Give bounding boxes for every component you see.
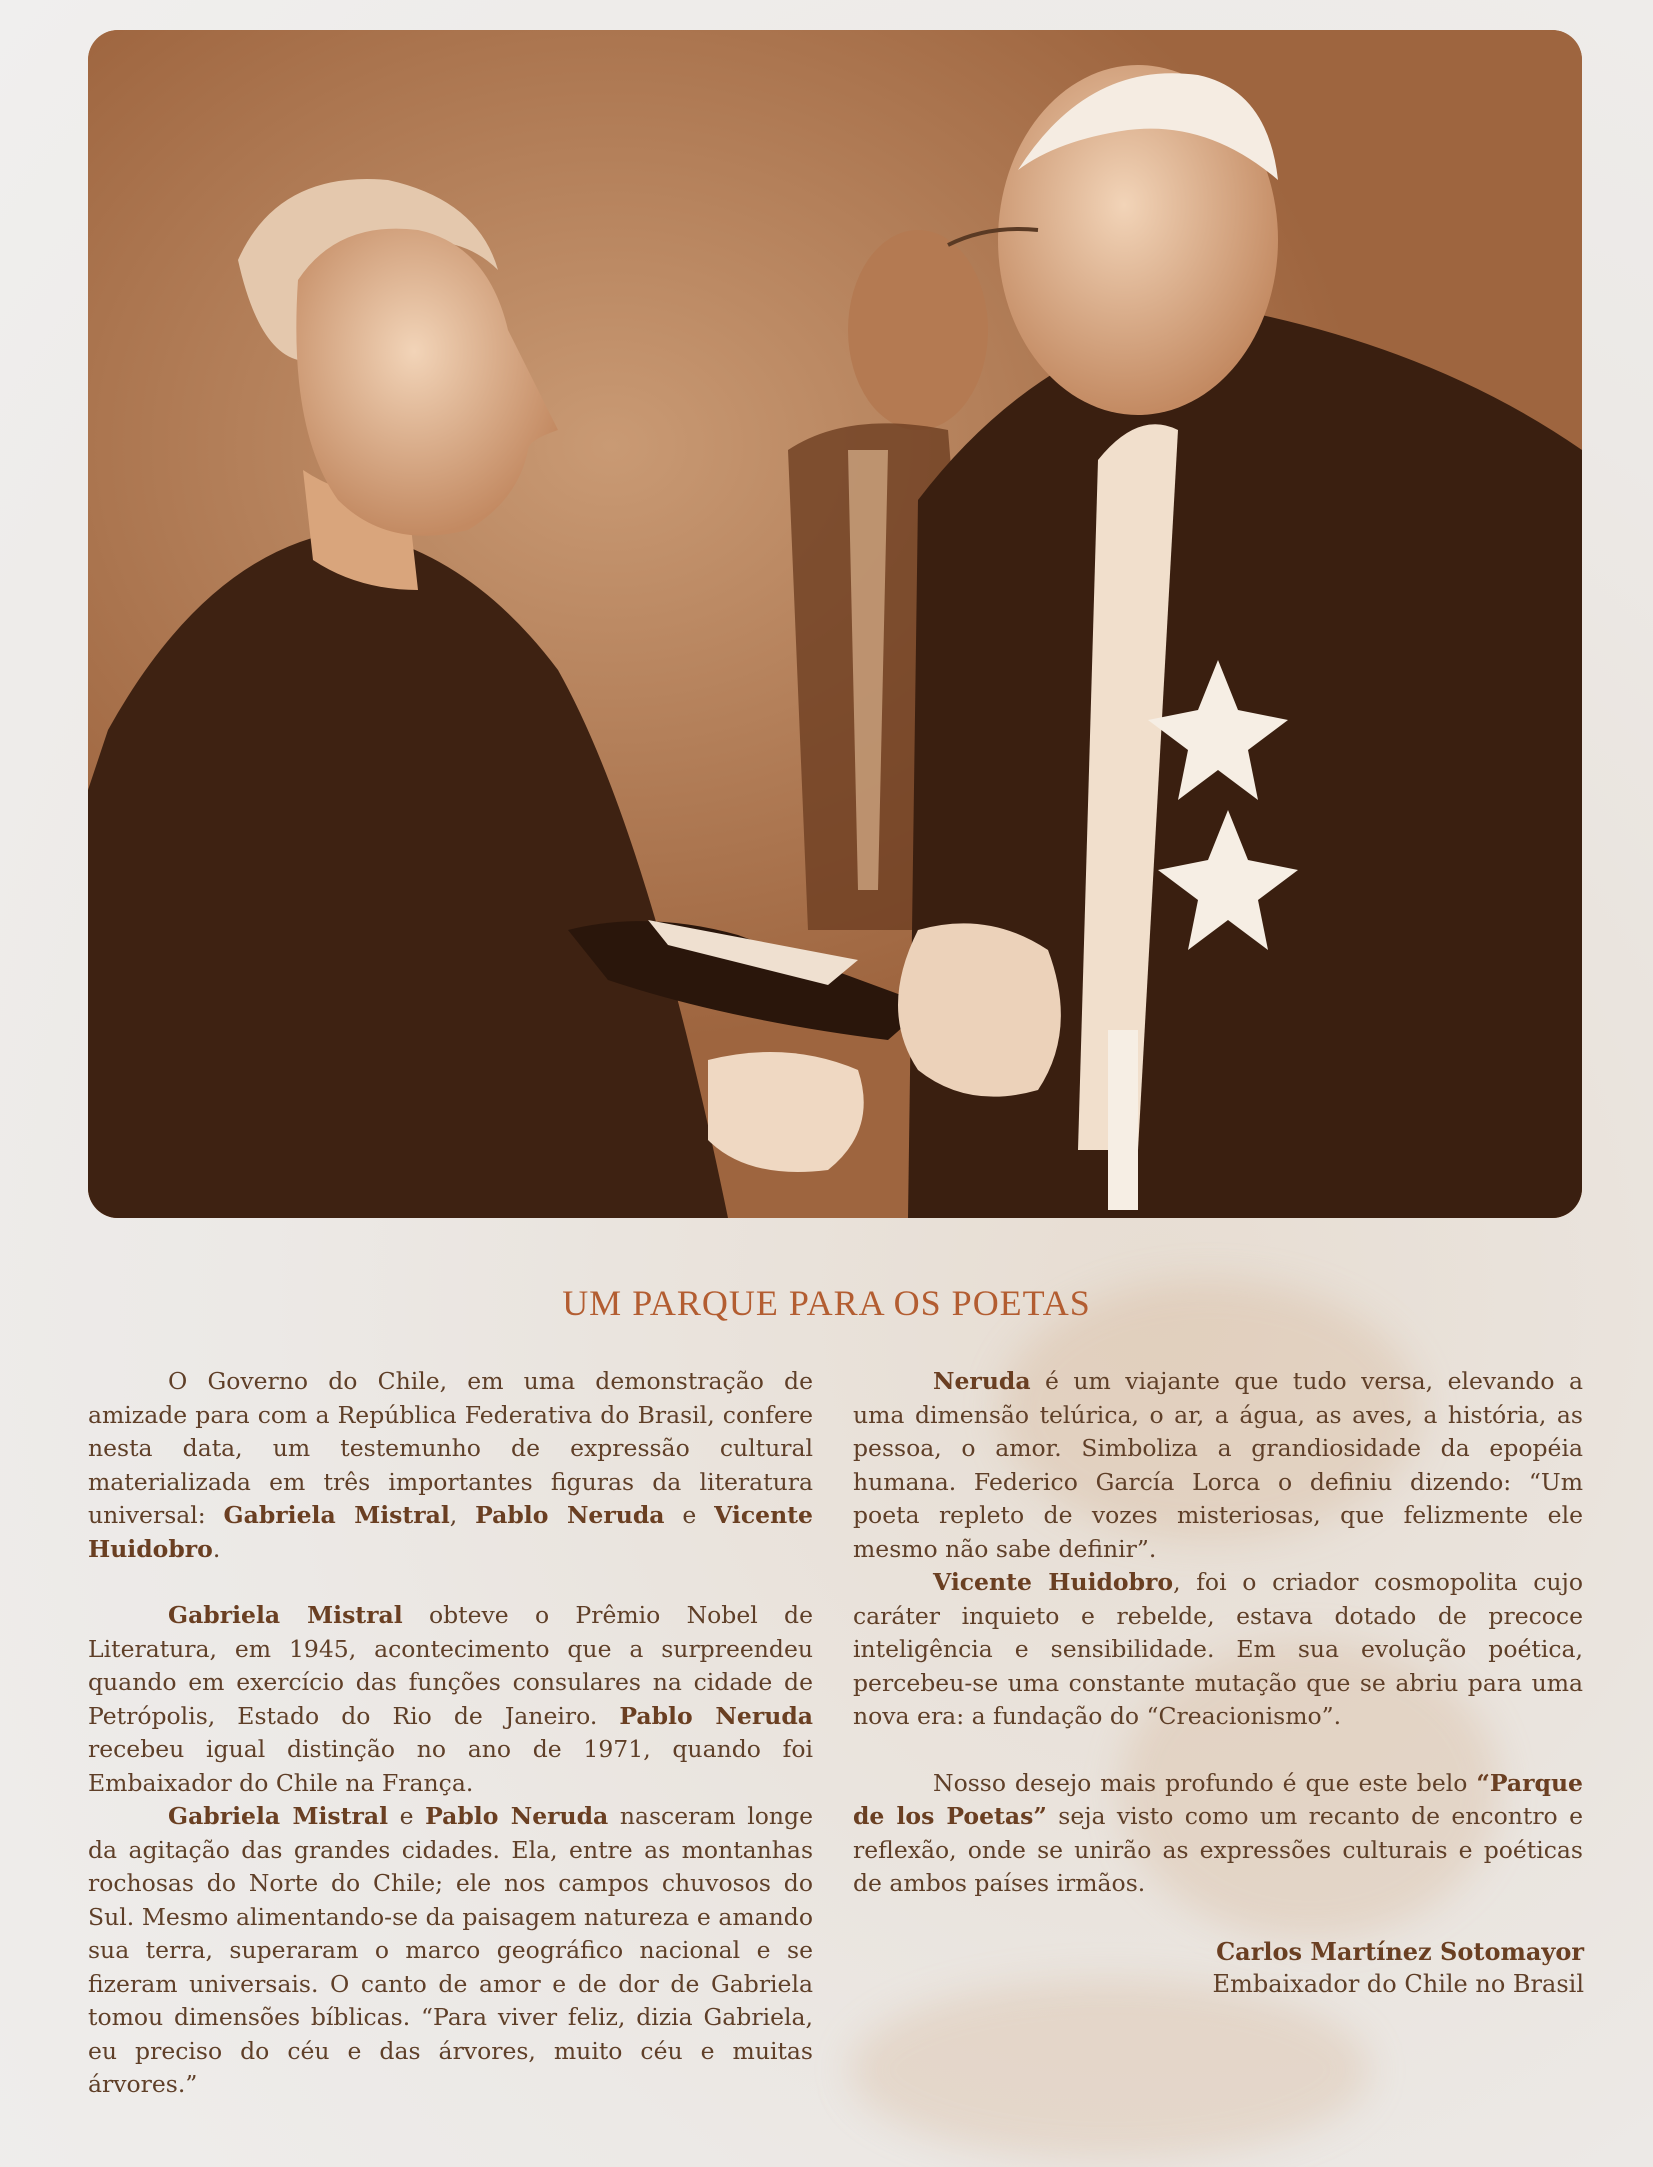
paragraph: Gabriela Mistral obteve o Prêmio Nobel de Literatura, em 1945, acontecimento que a surpreendeu quando em exercício das funções consulares na cidade de Petrópolis, Estado do Rio de Janeiro. Pablo Neruda recebeu igual distinção no ano de 1971, quando foi Embaixador do Chile na França. [88, 1601, 813, 1797]
left-text-column [88, 1365, 813, 2102]
page-title: UM PARQUE PARA OS POETAS [562, 1283, 1091, 1323]
paragraph: Gabriela Mistral e Pablo Neruda nasceram longe da agitação das grandes cidades. Ela, entre as montanhas rochosas do Norte do Chile; ele nos campos chuvosos do Sul. Mesmo alimentando-se da paisagem natureza e amando sua terra, superaram o marco geográfico nacional e se fizeram universais. O canto de amor e de dor de Gabriela tomou dimensões bíblicas. “Para viver feliz, dizia Gabriela, eu preciso do céu e das árvores, muito céu e muitas árvores.” [88, 1802, 813, 2098]
signature-block [1100, 1935, 1584, 2001]
right-text-column [853, 1365, 1583, 1901]
paper-stain [850, 1980, 1370, 2160]
paragraph: Vicente Huidobro, foi o criador cosmopolita cujo caráter inquieto e rebelde, estava dotado de precoce inteligência e sensibilidade. Em sua evolução poética, percebeu-se uma constante mutação que se abriu para uma nova era: a fundação do “Creacionismo”. [853, 1568, 1583, 1730]
paragraph: Nosso desejo mais profundo é que este belo “Parque de los Poetas” seja visto como um recanto de encontro e reflexão, onde se unirão as expressões culturais e poéticas de ambos países irmãos. [853, 1768, 1583, 1897]
paragraph: O Governo do Chile, em uma demonstração de amizade para com a República Federativa do Brasil, confere nesta data, um testemunho de expressão cultural materializada em três importantes figuras da literatura universal: Gabriela Mistral, Pablo Neruda e Vicente Huidobro. [88, 1367, 813, 1563]
signature-role: Embaixador do Chile no Brasil [1212, 1970, 1584, 1998]
paragraph: Neruda é um viajante que tudo versa, elevando a uma dimensão telúrica, o ar, a água, as aves, a história, as pessoa, o amor. Simboliza a grandiosidade da epopéia humana. Federico García Lorca o definiu dizendo: “Um poeta repleto de vozes misteriosas, que felizmente ele mesmo não sabe definir”. [853, 1367, 1583, 1563]
signature-name: Carlos Martínez Sotomayor [1216, 1937, 1584, 1966]
sepia-photograph [88, 30, 1582, 1218]
photo-illustration [88, 30, 1582, 1218]
